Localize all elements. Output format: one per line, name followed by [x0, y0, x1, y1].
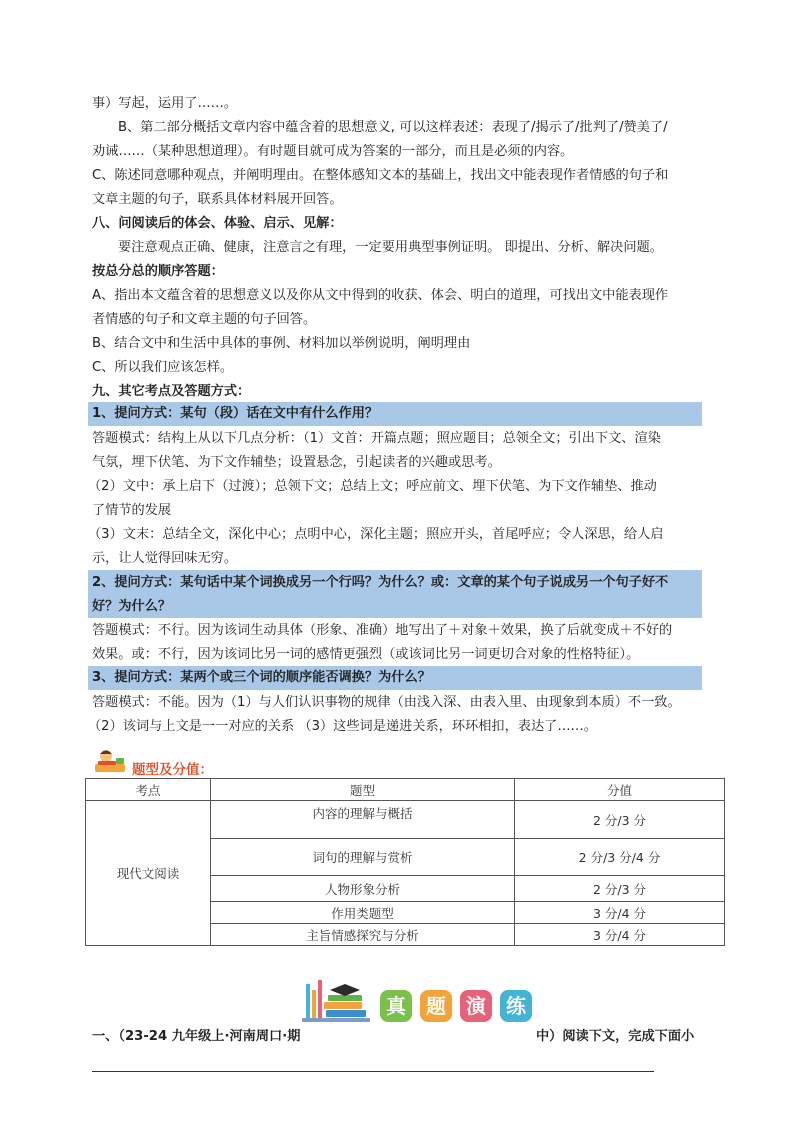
table-row	[86, 801, 725, 839]
category-cell: 现代文阅读	[86, 801, 211, 946]
type-cell: 主旨情感探究与分析	[211, 924, 515, 946]
banner-tile: 演	[460, 990, 492, 1022]
type-cell: 词句的理解与赏析	[211, 839, 515, 876]
text-line: 答题模式：结构上从以下几点分析：（1）文首：开篇点题；照应题目；总领全文；引出下文、渲染	[92, 431, 661, 446]
text-line: 者情感的句子和文章主题的句子回答。	[92, 312, 317, 327]
type-cell: 内容的理解与概括	[211, 801, 515, 839]
text-line: （3）文末：总结全文，深化中心；点明中心，深化主题；照应开头，首尾呼应；令人深思，给人启	[88, 527, 664, 542]
score-table	[85, 778, 725, 946]
text-line: 示，让人觉得回味无穷。	[92, 551, 238, 566]
section-heading: 九、其它考点及答题方式：	[92, 384, 251, 399]
score-cell: 3 分/4 分	[515, 902, 725, 924]
section-badge-label: 题型及分值：	[132, 762, 213, 778]
type-cell: 人物形象分析	[211, 876, 515, 902]
student-reading-icon	[92, 748, 132, 776]
text-line: 气氛，埋下伏笔、为下文作辅垫；设置悬念，引起读者的兴趣或思考。	[92, 455, 501, 470]
text-line: B、结合文中和生活中具体的事例、材料加以举例说明，阐明理由	[92, 336, 471, 351]
question-heading: 好？为什么？	[92, 599, 172, 614]
table-header: 考点	[86, 779, 211, 801]
section-badge	[92, 748, 213, 778]
question-title-right: 中）阅读下文，完成下面小	[536, 1029, 695, 1044]
question-heading: 1、提问方式：某句（段）话在文中有什么作用？	[92, 406, 379, 421]
subheading: 按总分总的顺序答题：	[92, 264, 224, 279]
banner-tile: 真	[380, 990, 412, 1022]
text-line: C、陈述同意哪种观点，并阐明理由。在整体感知文本的基础上，找出文中能表现作者情感的句子和	[92, 168, 669, 183]
text-line: （2）该词与上文是一一对应的关系 （3）这些词是递进关系，环环相扣，表达了……。	[88, 719, 597, 734]
text-line: 事）写起，运用了……。	[92, 96, 238, 111]
type-cell: 作用类题型	[211, 902, 515, 924]
banner-tile: 练	[500, 990, 532, 1022]
table-header: 分值	[515, 779, 725, 801]
practice-banner	[300, 978, 540, 1026]
table-header: 题型	[211, 779, 515, 801]
text-line: 文章主题的句子，联系具体材料展开回答。	[92, 192, 343, 207]
banner-tile: 题	[420, 990, 452, 1022]
text-line: 要注意观点正确、健康，注意言之有理，一定要用典型事例证明。 即提出、分析、解决问题。	[118, 240, 663, 255]
question-title-left: 一、（23-24 九年级上·河南周口·期	[92, 1029, 301, 1044]
books-icon	[300, 978, 372, 1026]
score-cell: 3 分/4 分	[515, 924, 725, 946]
score-cell: 2 分/3 分	[515, 876, 725, 902]
text-line: （2）文中：承上启下（过渡）；总领下文；总结上文；呼应前文、埋下伏笔、为下文作辅垫、推动	[88, 479, 657, 494]
question-heading: 2、提问方式：某句话中某个词换成另一个行吗？为什么？或：文章的某个句子说成另一个句子好不	[92, 575, 669, 590]
text-line: 劝诫……（某种思想道理）。有时题目就可成为答案的一部分，而且是必须的内容。	[92, 144, 574, 159]
text-line: B、第二部分概括文章内容中蕴含着的思想意义, 可以这样表述：表现了/揭示了/批判了/赞美了/	[118, 120, 668, 135]
score-cell: 2 分/3 分	[515, 801, 725, 839]
text-line: 了情节的发展	[92, 503, 172, 518]
divider-line	[92, 1071, 654, 1072]
text-line: A、指出本文蕴含着的思想意义以及你从文中得到的收获、体会、明白的道理，可找出文中能表现作	[92, 288, 669, 303]
text-line: 效果。或：不行，因为该词比另一词的感情更强烈（或该词比另一词更切合对象的性格特征）。	[92, 647, 640, 662]
text-line: 答题模式：不能。因为（1）与人们认识事物的规律（由浅入深、由表入里、由现象到本质）不一致。	[92, 695, 681, 710]
section-heading: 八、问阅读后的体会、体验、启示、见解：	[92, 216, 343, 231]
text-line: 答题模式：不行。因为该词生动具体（形象、准确）地写出了＋对象＋效果，换了后就变成＋不好的	[92, 623, 673, 638]
question-heading: 3、提问方式：某两个或三个词的顺序能否调换？为什么？	[92, 670, 431, 685]
table-header-row	[86, 779, 725, 801]
score-cell: 2 分/3 分/4 分	[515, 839, 725, 876]
text-line: C、所以我们应该怎样。	[92, 360, 234, 375]
